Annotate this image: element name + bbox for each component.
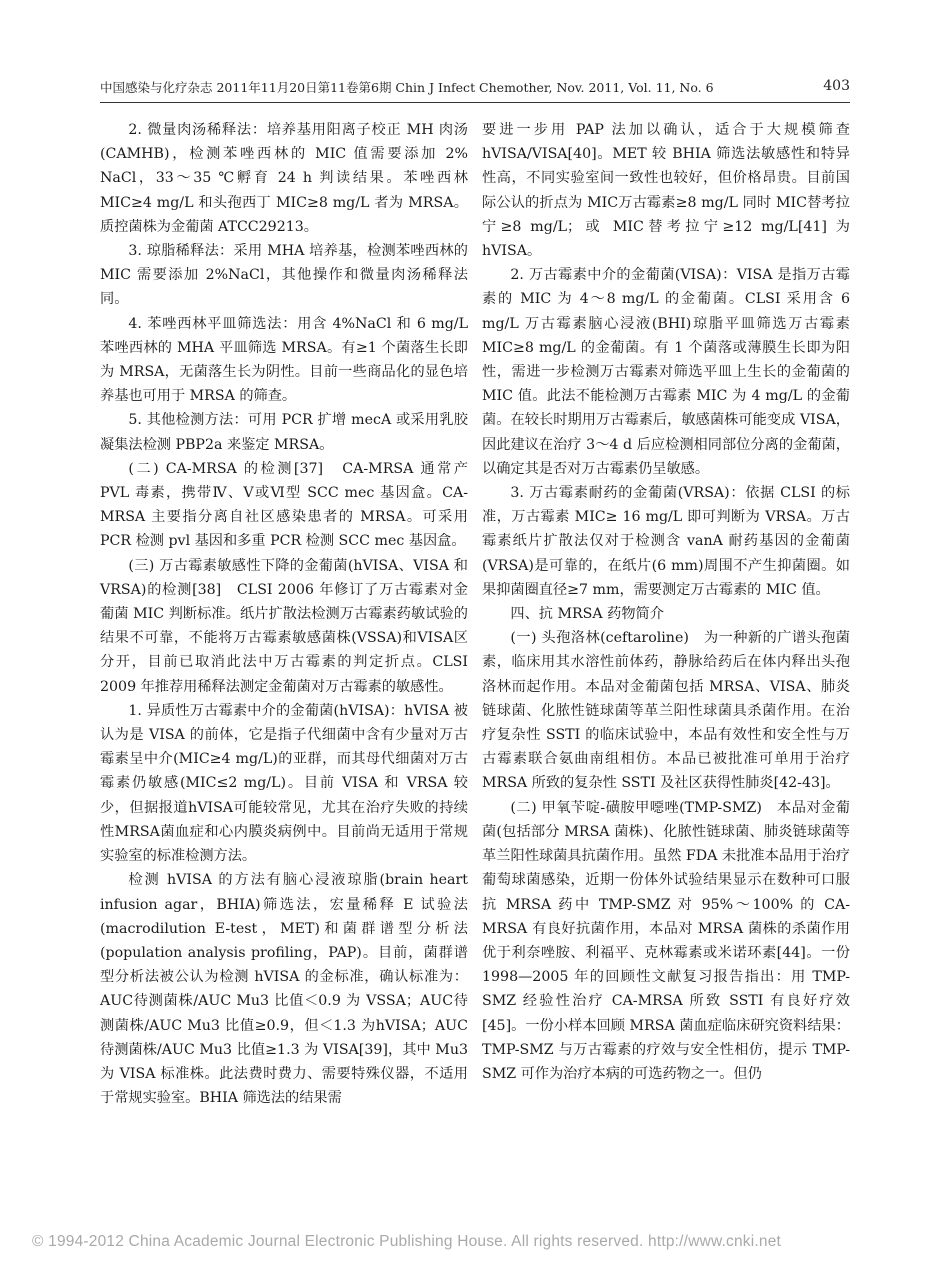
paragraph-oxacillin-screen: 4. 苯唑西林平皿筛选法：用含 4%NaCl 和 6 mg/L 苯唑西林的 MHA 平皿筛选 MRSA。有≥1 个菌落生长即为 MRSA，无菌落生长为阴性。目前一些商品化的显色培养基也可用于 MRSA 的筛查。 bbox=[100, 315, 468, 405]
left-column bbox=[100, 118, 468, 1110]
section-heading-anti-mrsa: 四、抗 MRSA 药物简介 bbox=[510, 606, 664, 623]
paragraph-hvisa-methods: 检测 hVISA 的方法有脑心浸液琼脂(brain heart infusion agar，BHIA)筛选法，宏量稀释 E 试验法(macrodilution E-test，MET)和菌群谱型分析法(population analysis profiling，PAP)。目前，菌群谱型分析法被公认为检测 hVISA 的金标准，确认标准为：AUC待测菌株/AUC Mu3 比值＜0.9 为 VSSA；AUC待测菌株/AUC Mu3 比值≥0.9，但＜1.3 为hVISA；AUC待测菌株/AUC Mu3 比值≥1.3 为 VISA[39]，其中 Mu3 为 VISA 标准株。此法费时费力、需要特殊仪器，不适用于常规实验室。BHIA 筛选法的结果需 bbox=[100, 872, 468, 1107]
copyright-footer: © 1994-2012 China Academic Journal Electronic Publishing House. All rights reserved. http://www.cnki.net bbox=[32, 1233, 782, 1250]
paragraph-vrsa: 3. 万古霉素耐药的金葡菌(VRSA)：依据 CLSI 的标准，万古霉素 MIC≥ 16 mg/L 即可判断为 VRSA。万古霉素纸片扩散法仅对于检测含 vanA 耐药基因的金葡菌(VRSA)是可靠的，在纸片(6 mm)周围不产生抑菌圈。如果抑菌圈直径≥7 mm，需要测定万古霉素的 MIC 值。 bbox=[482, 485, 850, 598]
journal-citation: 中国感染与化疗杂志 2011年11月20日第11卷第6期 Chin J Infect Chemother, Nov. 2011, Vol. 11, No. 6 bbox=[100, 80, 714, 95]
paragraph-agar-dilution: 3. 琼脂稀释法：采用 MHA 培养基，检测苯唑西林的 MIC 需要添加 2%NaCl，其他操作和微量肉汤稀释法同。 bbox=[100, 243, 468, 308]
page-number: 403 bbox=[823, 78, 850, 94]
running-header bbox=[100, 78, 850, 102]
paragraph-ceftaroline: (一) 头孢洛林(ceftaroline) 为一种新的广谱头孢菌素，临床用其水溶性前体药，静脉给药后在体内释出头孢洛林而起作用。本品对金葡菌包括 MRSA、VISA、肺炎链球菌、化脓性链球菌等革兰阳性球菌具杀菌作用。在治疗复杂性 SSTI 的临床试验中，本品有效性和安全性与万古霉素联合氨曲南组相仿。本品已被批准可单用于治疗 MRSA 所致的复杂性 SSTI 及社区获得性肺炎[42-43]。 bbox=[482, 630, 850, 792]
right-column bbox=[482, 118, 850, 1086]
header-rule bbox=[100, 102, 850, 103]
paragraph-microbroth-dilution: 2. 微量肉汤稀释法：培养基用阳离子校正 MH 肉汤(CAMHB)，检测苯唑西林的 MIC 值需要添加 2% NaCl，33～35 ℃孵育 24 h 判读结果。苯唑西林 MIC≥4 mg/L 和头孢西丁 MIC≥8 mg/L 者为 MRSA。质控菌株为金葡菌 ATCC29213。 bbox=[100, 122, 468, 235]
paragraph-pap-confirm: 要进一步用 PAP 法加以确认，适合于大规模筛查 hVISA/VISA[40]。MET 较 BHIA 筛选法敏感性和特异性高，不同实验室间一致性也较好，但价格昂贵。目前国际公认的折点为 MIC万古霉素≥8 mg/L 同时 MIC替考拉宁≥8 mg/L；或 MIC替考拉宁≥12 mg/L[41] 为 hVISA。 bbox=[482, 122, 850, 260]
paragraph-vancomycin-reduced: (三) 万古霉素敏感性下降的金葡菌(hVISA、VISA 和 VRSA)的检测[38] CLSI 2006 年修订了万古霉素对金葡菌 MIC 判断标准。纸片扩散法检测万古霉素药敏试验的结果不可靠，不能将万古霉素敏感菌株(VSSA)和VISA区分开，目前已取消此法中万古霉素的判定折点。CLSI 2009 年推荐用稀释法测定金葡菌对万古霉素的敏感性。 bbox=[100, 557, 468, 695]
paragraph-hvisa: 1. 异质性万古霉素中介的金葡菌(hVISA)：hVISA 被认为是 VISA 的前体，它是指子代细菌中含有少量对万古霉素呈中介(MIC≥4 mg/L)的亚群，而其母代细菌对万古霉素仍敏感(MIC≤2 mg/L)。目前 VISA 和 VRSA 较少，但据报道hVISA可能较常见，尤其在治疗失败的持续性MRSA菌血症和心内膜炎病例中。目前尚无适用于常规实验室的标准检测方法。 bbox=[100, 702, 468, 865]
paragraph-visa: 2. 万古霉素中介的金葡菌(VISA)：VISA 是指万古霉素的 MIC 为 4～8 mg/L 的金葡菌。CLSI 采用含 6 mg/L 万古霉素脑心浸液(BHI)琼脂平皿筛选万古霉素 MIC≥8 mg/L 的金葡菌。有 1 个菌落或薄膜生长即为阳性，需进一步检测万古霉素对筛选平皿上生长的金葡菌的 MIC 值。此法不能检测万古霉素 MIC 为 4 mg/L 的金葡菌。在较长时期用万古霉素后，敏感菌株可能变成 VISA，因此建议在治疗 3～4 d 后应检测相同部位分离的金葡菌，以确定其是否对万古霉素仍呈敏感。 bbox=[482, 267, 850, 477]
paragraph-other-methods: 5. 其他检测方法：可用 PCR 扩增 mecA 或采用乳胶凝集法检测 PBP2a 来鉴定 MRSA。 bbox=[100, 412, 468, 453]
paragraph-tmp-smz: (二) 甲氧苄啶-磺胺甲噁唑(TMP-SMZ) 本品对金葡菌(包括部分 MRSA 菌株)、化脓性链球菌、肺炎链球菌等革兰阳性球菌具抗菌作用。虽然 FDA 未批准本品用于治疗葡萄球菌感染，近期一份体外试验结果显示在数种可口服抗 MRSA 药中 TMP-SMZ 对 95%～100% 的 CA-MRSA 有良好抗菌作用，本品对 MRSA 菌株的杀菌作用优于利奈唑胺、利福平、克林霉素或米诺环素[44]。一份 1998—2005 年的回顾性文献复习报告指出：用 TMP-SMZ 经验性治疗 CA-MRSA 所致 SSTI 有良好疗效[45]。一份小样本回顾 MRSA 菌血症临床研究资料结果：TMP-SMZ 与万古霉素的疗效与安全性相仿，提示 TMP-SMZ 可作为治疗本病的可选药物之一。但仍 bbox=[482, 799, 850, 1082]
paragraph-ca-mrsa-detection: (二) CA-MRSA 的检测[37] CA-MRSA 通常产 PVL 毒素，携带Ⅳ、Ⅴ或Ⅵ型 SCC mec 基因盒。CA-MRSA 主要指分离自社区感染患者的 MRSA。可采用 PCR 检测 pvl 基因和多重 PCR 检测 SCC mec 基因盒。 bbox=[100, 460, 468, 550]
